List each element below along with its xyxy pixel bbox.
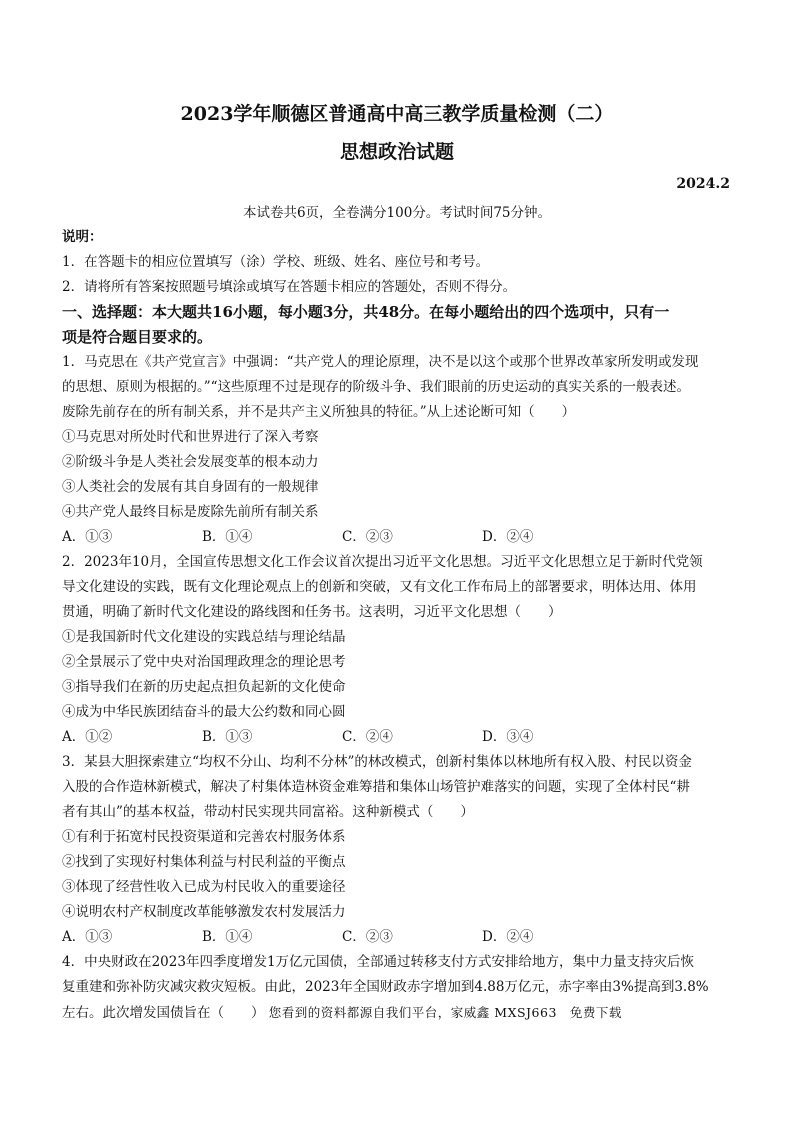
question-stem-line: 1．马克思在《共产党宣言》中强调：“共产党人的理论原理，决不是以这个或那个世界改革家所发明或发现	[62, 354, 699, 370]
question-1	[62, 350, 734, 550]
statement-item: ③人类社会的发展有其自身固有的一般规律	[62, 479, 319, 495]
option-d: D．②④	[482, 929, 534, 945]
statement-item: ③指导我们在新的历史起点担负起新的文化使命	[62, 679, 346, 695]
exam-date: 2024.2	[676, 176, 730, 192]
statement-item: ④说明农村产权制度改革能够激发农村发展活力	[62, 904, 346, 920]
question-4	[62, 950, 734, 1025]
exam-content	[62, 225, 734, 1025]
option-d: D．③④	[482, 729, 534, 745]
answer-options	[62, 525, 734, 550]
answer-options	[62, 925, 734, 950]
option-d: D．②④	[482, 529, 534, 545]
exam-title: 2023学年顺德区普通高中高三教学质量检测（二）	[180, 103, 614, 125]
note-item: 2．请将所有答案按照题号填涂或填写在答题卡相应的答题处，否则不得分。	[62, 279, 517, 295]
option-c: C．②④	[342, 729, 393, 745]
statement-item: ①是我国新时代文化建设的实践总结与理论结晶	[62, 629, 346, 645]
option-a: A．①②	[62, 729, 113, 745]
option-b: B．①④	[202, 929, 253, 945]
statement-item: ①有利于拓宽村民投资渠道和完善农村服务体系	[62, 829, 346, 845]
exam-intro: 本试卷共6页，全卷满分100分。考试时间75分钟。	[242, 205, 552, 221]
question-stem-line: 的思想、原则为根据的。”“这些原理不过是现存的阶级斗争、我们眼前的历史运动的真实关系的一般表述。	[62, 379, 691, 395]
question-stem-text: 左右。此次增发国债旨在（ ）	[62, 1005, 265, 1021]
statement-item: ②找到了实现好村集体利益与村民利益的平衡点	[62, 854, 346, 870]
question-stem-last-line	[62, 1000, 734, 1025]
option-a: A．①③	[62, 929, 113, 945]
question-stem-line: 废除先前存在的所有制关系，并不是共产主义所独具的特征。”从上述论断可知（ ）	[62, 404, 576, 420]
option-b: B．①③	[202, 729, 253, 745]
question-2	[62, 550, 734, 750]
exam-subtitle: 思想政治试题	[339, 141, 454, 163]
question-stem-line: 2．2023年10月，全国宣传思想文化工作会议首次提出习近平文化思想。习近平文化思想立足于新时代党领	[62, 554, 703, 570]
statement-item: ④成为中华民族团结奋斗的最大公约数和同心圆	[62, 704, 346, 720]
note-item: 1．在答题卡的相应位置填写（涂）学校、班级、姓名、座位号和考号。	[62, 254, 490, 270]
statement-item: ④共产党人最终目标是废除先前所有制关系	[62, 504, 319, 520]
question-stem-line: 入股的合作造林新模式，解决了村集体造林资金难筹措和集体山场管护难落实的问题，实现了全体村民“耕	[62, 779, 690, 795]
statement-item: ①马克思对所处时代和世界进行了深入考察	[62, 429, 319, 445]
question-stem-line: 贯通，明确了新时代文化建设的路线图和任务书。这表明，习近平文化思想（ ）	[62, 604, 562, 620]
option-b: B．①④	[202, 529, 253, 545]
source-note: 您看到的资料都源自我们平台，家威鑫 MXSJ663 免费下载	[268, 1005, 622, 1020]
section-heading: 一、选择题：本大题共16小题，每小题3分，共48分。在每小题给出的四个选项中，只有一	[62, 303, 670, 321]
question-stem-line: 者有其山”的基本权益，带动村民实现共同富裕。这种新模式（ ）	[62, 804, 474, 820]
statement-item: ③体现了经营性收入已成为村民收入的重要途径	[62, 879, 346, 895]
question-stem-line: 导文化建设的实践，既有文化理论观点上的创新和突破，又有文化工作布局上的部署要求，明体达用、体用	[62, 579, 697, 595]
question-3	[62, 750, 734, 950]
question-stem-line: 复重建和弥补防灾减灾救灾短板。由此，2023年全国财政赤字增加到4.88万亿元，赤字率由3%提高到3.8%	[62, 979, 709, 995]
option-c: C．②③	[342, 929, 393, 945]
question-stem-line: 3．某县大胆探索建立“均权不分山、均利不分林”的林改模式，创新村集体以林地所有权入股、村民以资金	[62, 754, 692, 770]
statement-item: ②阶级斗争是人类社会发展变革的根本动力	[62, 454, 319, 470]
option-a: A．①③	[62, 529, 113, 545]
statement-item: ②全景展示了党中央对治国理政理念的理论思考	[62, 654, 346, 670]
section-heading-cont: 项是符合题目要求的。	[62, 328, 213, 346]
notes-heading: 说明：	[62, 229, 103, 245]
option-c: C．②③	[342, 529, 393, 545]
answer-options	[62, 725, 734, 750]
question-stem-line: 4．中央财政在2023年四季度增发1万亿元国债，全部通过转移支付方式安排给地方，集中力量支持灾后恢	[62, 954, 695, 970]
